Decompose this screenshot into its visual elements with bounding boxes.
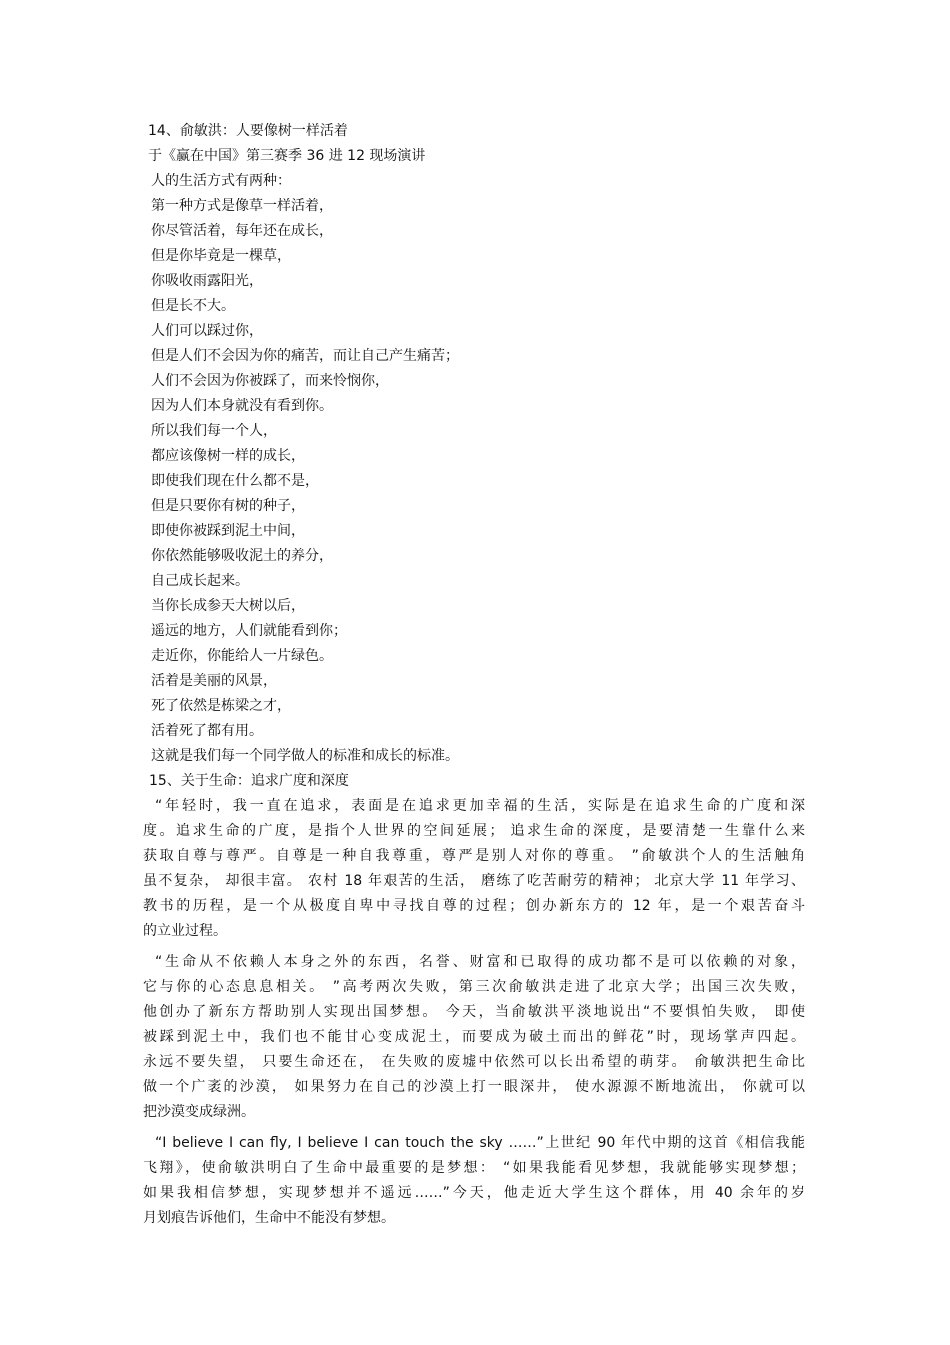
poem-line: 但是只要你有树的种子，	[151, 498, 305, 514]
poem-line: 你尽管活着，每年还在成长，	[151, 223, 333, 239]
paragraph-line: 如果我相信梦想，实现梦想并不遥远……”今天，他走近大学生这个群体，用 40 余年的岁	[143, 1185, 805, 1201]
section-15-title: 15、关于生命：追求广度和深度	[149, 773, 349, 789]
poem-line: 走近你，你能给人一片绿色。	[151, 648, 333, 664]
poem-line: 人的生活方式有两种：	[151, 173, 291, 189]
paragraph-line: “I believe I can fly, I believe I can touch the sky ……”上世纪 90 年代中期的这首《相信我能	[155, 1135, 805, 1151]
poem-line: 活着死了都有用。	[151, 723, 263, 739]
section-14-source: 于《赢在中国》第三赛季 36 进 12 现场演讲	[148, 148, 426, 164]
poem-line: 即使你被踩到泥土中间，	[151, 523, 305, 539]
poem-line: 第一种方式是像草一样活着，	[151, 198, 333, 214]
paragraph-line: 月划痕告诉他们，生命中不能没有梦想。	[143, 1210, 395, 1226]
poem-line: 遥远的地方，人们就能看到你；	[151, 623, 347, 639]
poem-line: 因为人们本身就没有看到你。	[151, 398, 333, 414]
paragraph-line: 教书的历程，是一个从极度自卑中寻找自尊的过程；创办新东方的 12 年，是一个艰苦奋斗	[143, 898, 805, 914]
paragraph-line: 被踩到泥土中，我们也不能甘心变成泥土，而要成为破土而出的鲜花”时，现场掌声四起。	[143, 1029, 805, 1045]
poem-line: 你吸收雨露阳光，	[151, 273, 263, 289]
poem-line: 活着是美丽的风景，	[151, 673, 277, 689]
poem-line: 自己成长起来。	[151, 573, 249, 589]
paragraph-line: 把沙漠变成绿洲。	[143, 1104, 255, 1120]
poem-line: 但是人们不会因为你的痛苦，而让自己产生痛苦；	[151, 348, 459, 364]
paragraph-line: “年轻时，我一直在追求，表面是在追求更加幸福的生活，实际是在追求生命的广度和深	[155, 798, 805, 814]
paragraph-line: 虽不复杂， 却很丰富。 农村 18 年艰苦的生活， 磨练了吃苦耐劳的精神； 北京大学 11 年学习、	[143, 873, 805, 889]
section-15	[143, 769, 813, 1231]
paragraph	[143, 950, 813, 1125]
section-14	[148, 119, 848, 769]
poem-line: 你依然能够吸收泥土的养分，	[151, 548, 333, 564]
paragraph-line: 获取自尊与尊严。自尊是一种自我尊重，尊严是别人对你的尊重。 ”俞敏洪个人的生活触角	[143, 848, 805, 864]
paragraph-line: 永远不要失望， 只要生命还在， 在失败的废墟中依然可以长出希望的萌芽。 俞敏洪把生命比	[143, 1054, 805, 1070]
poem-lines	[148, 169, 848, 769]
poem-line: 即使我们现在什么都不是，	[151, 473, 319, 489]
poem-line: 死了依然是栋梁之才，	[151, 698, 291, 714]
poem-line: 但是你毕竟是一棵草，	[151, 248, 291, 264]
paragraph-line: 他创办了新东方帮助别人实现出国梦想。 今天，当俞敏洪平淡地说出“不要惧怕失败， 即使	[143, 1004, 805, 1020]
paragraph	[143, 1131, 813, 1231]
poem-line: 但是长不大。	[151, 298, 235, 314]
poem-line: 这就是我们每一个同学做人的标准和成长的标准。	[151, 748, 459, 764]
section-14-title: 14、俞敏洪：人要像树一样活着	[148, 123, 348, 139]
paragraph-line: “生命从不依赖人本身之外的东西，名誉、财富和已取得的成功都不是可以依赖的对象，	[155, 954, 805, 970]
paragraph-line: 飞翔》，使俞敏洪明白了生命中最重要的是梦想： “如果我能看见梦想，我就能够实现梦想；	[143, 1160, 805, 1176]
poem-line: 所以我们每一个人，	[151, 423, 277, 439]
paragraph-line: 做一个广袤的沙漠， 如果努力在自己的沙漠上打一眼深井， 使水源源不断地流出， 你就可以	[143, 1079, 805, 1095]
poem-line: 都应该像树一样的成长，	[151, 448, 305, 464]
paragraph-line: 它与你的心态息息相关。 ”高考两次失败，第三次俞敏洪走进了北京大学；出国三次失败，	[143, 979, 805, 995]
poem-line: 人们不会因为你被踩了，而来怜悯你，	[151, 373, 389, 389]
section-15-body	[143, 794, 813, 1231]
poem-line: 当你长成参天大树以后，	[151, 598, 305, 614]
paragraph	[143, 794, 813, 944]
paragraph-line: 度。追求生命的广度，是指个人世界的空间延展； 追求生命的深度，是要清楚一生靠什么来	[143, 823, 805, 839]
paragraph-line: 的立业过程。	[143, 923, 227, 939]
poem-line: 人们可以踩过你，	[151, 323, 263, 339]
